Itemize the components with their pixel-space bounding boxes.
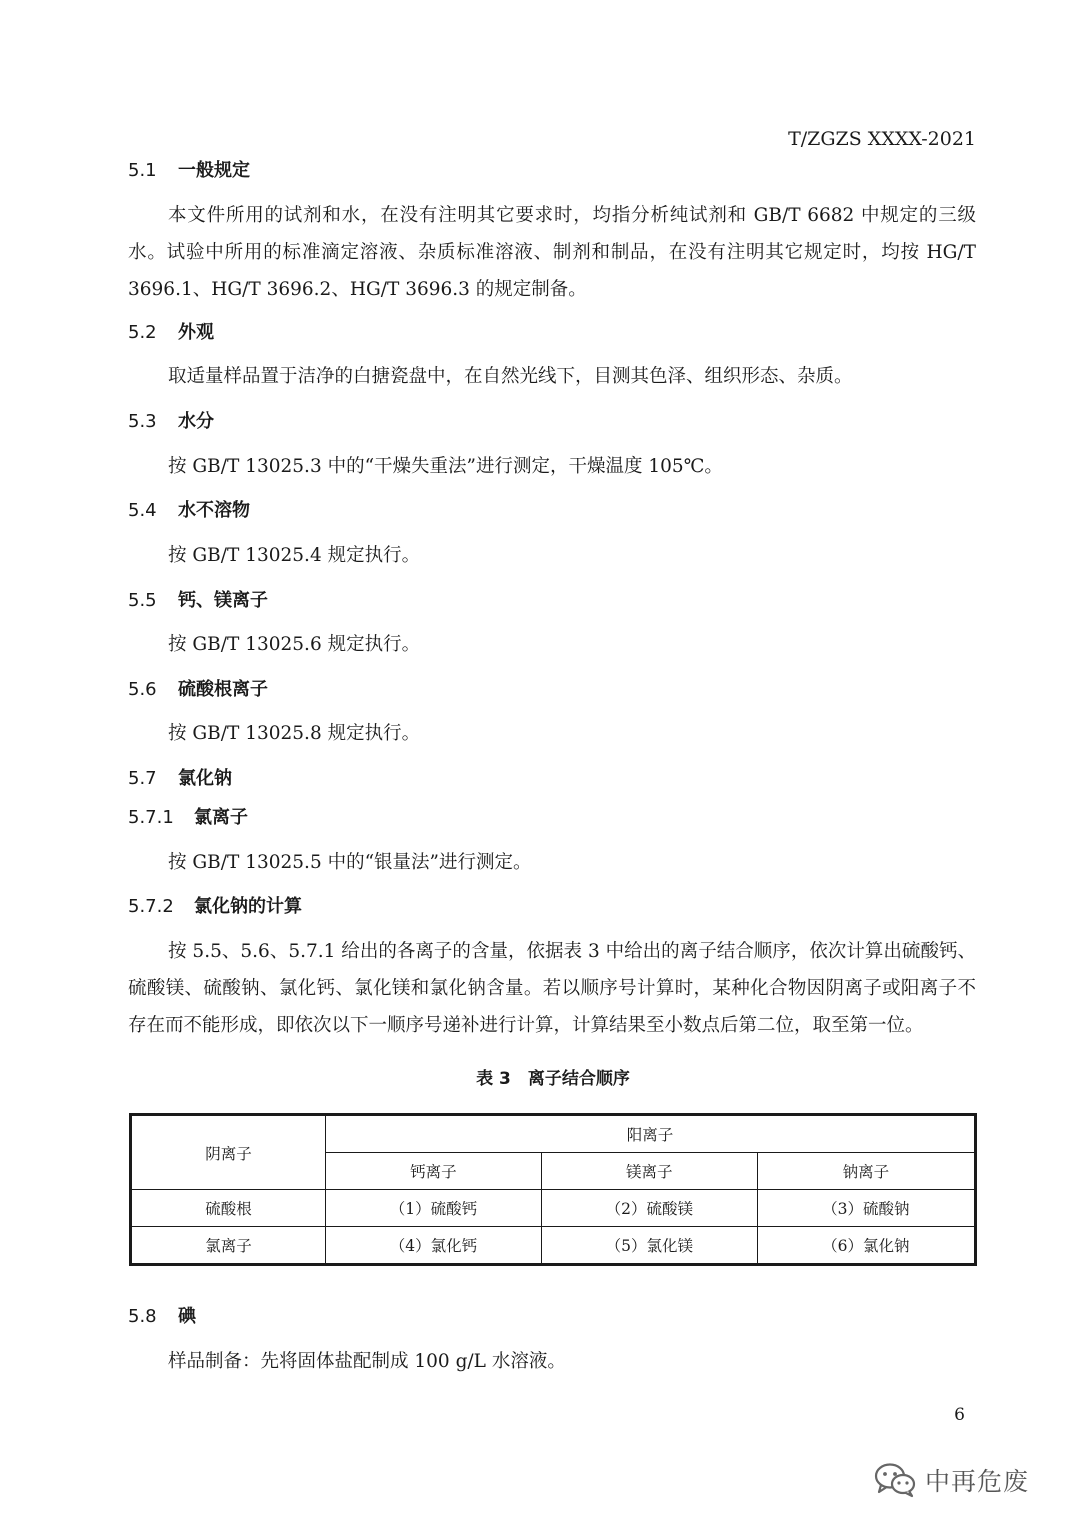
table-cell: （5）氯化镁 xyxy=(541,1227,757,1265)
section-5-6-paragraph: 按 GB/T 13025.8 规定执行。 xyxy=(168,723,421,744)
ion-combination-table xyxy=(129,1113,977,1266)
section-title: 氯化钠的计算 xyxy=(194,896,302,917)
section-title: 钙、镁离子 xyxy=(178,590,268,611)
table-cell: （1）硫酸钙 xyxy=(326,1190,542,1227)
anion-header-cell: 阴离子 xyxy=(131,1115,326,1190)
table-row xyxy=(131,1190,976,1227)
section-number: 5.6 xyxy=(128,679,157,700)
section-5-7-2-paragraph: 按 5.5、5.6、5.7.1 给出的各离子的含量，依据表 3 中给出的离子结合顺序，依次计算出硫酸钙、硫酸镁、硫酸钠、氯化钙、氯化镁和氯化钠含量。若以顺序号计算时，某种化合物因阴离子或阳离子不存在而不能形成，即依次以下一顺序号递补进行计算，计算结果至小数点后第二位，取至第一位。 xyxy=(128,941,976,1036)
section-title: 外观 xyxy=(178,322,214,343)
section-5-7-2-heading xyxy=(128,892,302,918)
section-title: 水不溶物 xyxy=(178,500,250,521)
section-5-3-heading xyxy=(128,407,214,433)
page-number: 6 xyxy=(954,1405,965,1425)
section-number: 5.7.2 xyxy=(128,896,174,917)
section-number: 5.3 xyxy=(128,411,157,432)
table-row xyxy=(131,1227,976,1265)
table-cell: （3）硫酸钠 xyxy=(757,1190,975,1227)
section-5-7-1-paragraph: 按 GB/T 13025.5 中的“银量法”进行测定。 xyxy=(168,852,532,873)
anion-row-label: 硫酸根 xyxy=(131,1190,326,1227)
cation-column-header: 镁离子 xyxy=(541,1153,757,1190)
cation-column-header: 钠离子 xyxy=(757,1153,975,1190)
section-5-8-paragraph: 样品制备：先将固体盐配制成 100 g/L 水溶液。 xyxy=(168,1351,566,1372)
section-5-7-heading xyxy=(128,764,232,790)
section-title: 氯离子 xyxy=(194,807,248,828)
section-title: 氯化钠 xyxy=(178,768,232,789)
section-5-4-heading xyxy=(128,496,250,522)
table-cell: （4）氯化钙 xyxy=(326,1227,542,1265)
section-title: 水分 xyxy=(178,411,214,432)
section-title: 一般规定 xyxy=(178,160,250,181)
section-5-2-heading xyxy=(128,318,214,344)
section-5-3-paragraph: 按 GB/T 13025.3 中的“干燥失重法”进行测定，干燥温度 105℃。 xyxy=(168,456,723,477)
section-title: 碘 xyxy=(178,1306,196,1327)
section-5-7-1-heading xyxy=(128,803,248,829)
cation-column-header: 钙离子 xyxy=(326,1153,542,1190)
section-number: 5.7.1 xyxy=(128,807,174,828)
wechat-icon xyxy=(873,1462,917,1498)
section-5-5-heading xyxy=(128,586,268,612)
section-5-1-paragraph: 本文件所用的试剂和水，在没有注明其它要求时，均指分析纯试剂和 GB/T 6682 中规定的三级水。试验中所用的标准滴定溶液、杂质标准溶液、制剂和制品，在没有注明其它规定时，均按 HG/T 3696.1、HG/T 3696.2、HG/T 3696.3 的规定制备。 xyxy=(128,205,976,300)
section-number: 5.7 xyxy=(128,768,157,789)
document-code: T/ZGZS XXXX-2021 xyxy=(788,128,976,150)
section-5-4-paragraph: 按 GB/T 13025.4 规定执行。 xyxy=(168,545,421,566)
section-5-2-paragraph: 取适量样品置于洁净的白搪瓷盘中，在自然光线下，目测其色泽、组织形态、杂质。 xyxy=(168,366,853,387)
table-cell: （2）硫酸镁 xyxy=(541,1190,757,1227)
section-5-1-heading xyxy=(128,156,250,182)
watermark xyxy=(873,1462,1029,1498)
section-number: 5.4 xyxy=(128,500,157,521)
section-title: 硫酸根离子 xyxy=(178,679,268,700)
section-5-8-heading xyxy=(128,1302,196,1328)
cation-header-cell: 阳离子 xyxy=(326,1115,976,1153)
section-number: 5.1 xyxy=(128,160,157,181)
table-caption: 表 3 离子结合顺序 xyxy=(476,1069,630,1089)
anion-row-label: 氯离子 xyxy=(131,1227,326,1265)
table-row xyxy=(131,1115,976,1153)
section-number: 5.2 xyxy=(128,322,157,343)
section-5-5-paragraph: 按 GB/T 13025.6 规定执行。 xyxy=(168,634,421,655)
section-number: 5.5 xyxy=(128,590,157,611)
section-5-6-heading xyxy=(128,675,268,701)
section-number: 5.8 xyxy=(128,1306,157,1327)
table-cell: （6）氯化钠 xyxy=(757,1227,975,1265)
watermark-text: 中再危废 xyxy=(925,1467,1030,1496)
